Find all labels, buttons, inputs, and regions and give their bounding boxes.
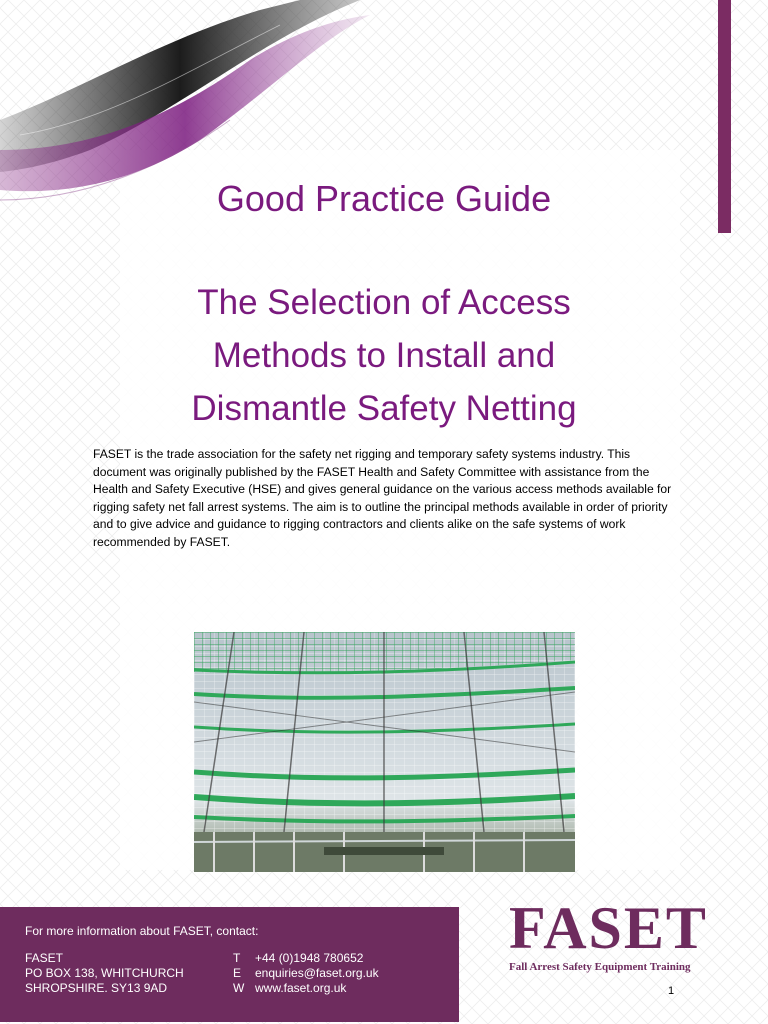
document-subtitle bbox=[0, 276, 768, 435]
address-line: SHROPSHIRE. SY13 9AD bbox=[25, 981, 168, 995]
phone-number: +44 (0)1948 780652 bbox=[255, 951, 364, 965]
safety-netting-photo bbox=[194, 632, 575, 872]
website-label: W bbox=[233, 981, 245, 995]
subtitle-line: The Selection of Access bbox=[197, 283, 571, 322]
subtitle-line: Dismantle Safety Netting bbox=[191, 389, 577, 428]
footer-heading: For more information about FASET, contact: bbox=[25, 924, 259, 938]
document-title: Good Practice Guide bbox=[216, 178, 552, 219]
page-number: 1 bbox=[668, 985, 675, 997]
address-line: PO BOX 138, WHITCHURCH bbox=[25, 966, 184, 980]
phone-label: T bbox=[233, 951, 241, 965]
contact-footer bbox=[0, 907, 459, 1022]
subtitle-line: Methods to Install and bbox=[212, 336, 556, 375]
email-label: E bbox=[233, 966, 242, 980]
logo-tagline: Fall Arrest Safety Equipment Training bbox=[509, 961, 691, 973]
faset-logo: FASET bbox=[509, 895, 708, 961]
email-link[interactable]: enquiries@faset.org.uk bbox=[255, 966, 379, 980]
website-link[interactable]: www.faset.org.uk bbox=[255, 981, 347, 995]
intro-paragraph: FASET is the trade association for the safety net rigging and temporary safety systems industry. This document was originally published by the FASET Health and Safety Committee with assistance from the Health and Safety Executive (HSE) and gives general guidance on the various access methods available for rigging safety net fall arrest systems. The aim is to outline the principal methods available in order of priority and to give advice and guidance to rigging contractors and clients alike on the safe systems of work recommended by FASET. bbox=[93, 447, 672, 549]
address-line: FASET bbox=[25, 951, 64, 965]
